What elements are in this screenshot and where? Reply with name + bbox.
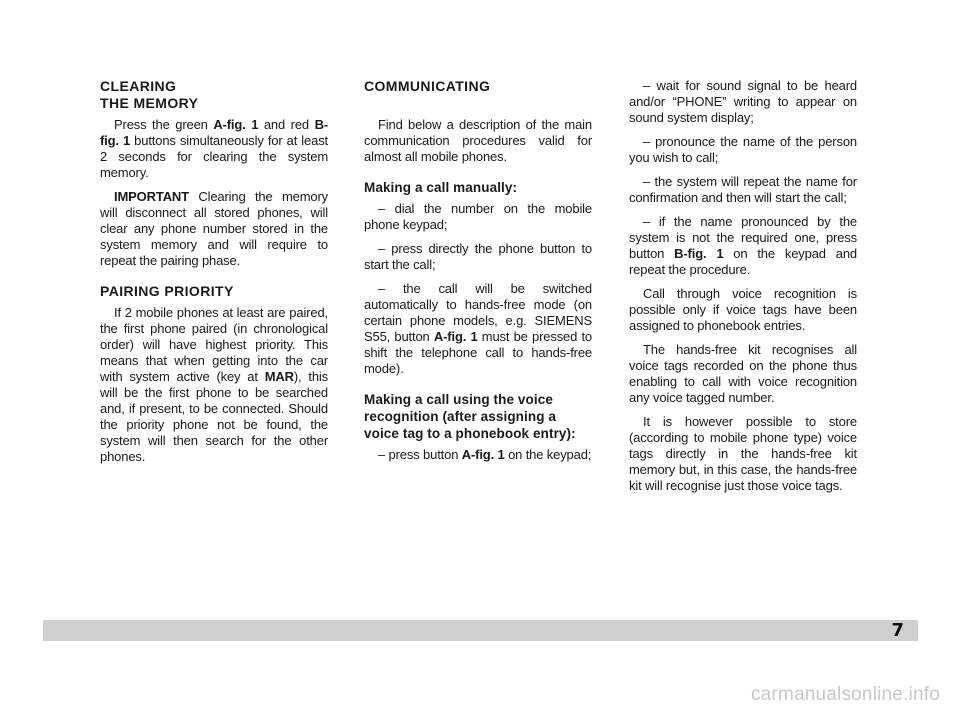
communicating-intro: Find below a description of the main communication procedures valid for almost all mobile phones.	[364, 117, 592, 164]
voice-step-5: – if the name pronounced by the system is not the required one, press button B-fig. 1 on the keypad and repeat the procedure.	[629, 214, 857, 277]
manual-step-2: – press directly the phone button to start the call;	[364, 241, 592, 272]
voice-step-3: – pronounce the name of the person you wish to call;	[629, 134, 857, 165]
clearing-paragraph: Press the green A-fig. 1 and red B-fig. 1 buttons simultaneously for at least 2 seconds for clearing the system memory.	[100, 117, 329, 180]
column-left	[100, 78, 328, 465]
footer-bar	[43, 620, 918, 641]
voice-call-heading: Making a call using the voice recognition (after assigning a voice tag to a phonebook entry):	[364, 392, 576, 441]
voice-note-2: The hands-free kit recognises all voice tags recorded on the phone thus enabling to call with voice recognition any voice tagged number.	[629, 342, 857, 405]
column-right	[629, 78, 857, 494]
manual-step-1: – dial the number on the mobile phone keypad;	[364, 201, 592, 232]
voice-step-2: – wait for sound signal to be heard and/or “PHONE” writing to appear on sound system display;	[629, 78, 857, 125]
communicating-heading: COMMUNICATING	[364, 78, 491, 94]
page-number: 7	[891, 620, 904, 641]
manual-step-3: – the call will be switched automatically to hands-free mode (on certain phone models, e.g. SIEMENS S55, button A-fig. 1 must be pressed to shift the telephone call to hands-free mode).	[364, 281, 592, 376]
voice-note-1: Call through voice recognition is possible only if voice tags have been assigned to phonebook entries.	[629, 286, 857, 333]
voice-step-1: – press button A-fig. 1 on the keypad;	[378, 447, 592, 462]
manual-call-heading: Making a call manually:	[364, 180, 518, 195]
pairing-paragraph: If 2 mobile phones at least are paired, the first phone paired (in chronological order) will have highest priority. This means that when getting into the car with system active (key at MAR), this will be the first phone to be searched and, if present, to be connected. Should the priority phone not be found, the system will then search for the other phones.	[100, 305, 328, 464]
important-note: IMPORTANT Clearing the memory will disconnect all stored phones, will clear any phone number stored in the system memory and will require to repeat the pairing phase.	[100, 189, 328, 268]
voice-step-4: – the system will repeat the name for confirmation and then will start the call;	[629, 174, 857, 205]
clearing-heading: CLEARING THE MEMORY	[100, 78, 199, 111]
watermark: carmanualsonline.info	[750, 684, 940, 705]
column-middle	[364, 78, 592, 463]
pairing-heading: PAIRING PRIORITY	[100, 283, 234, 299]
voice-note-3: It is however possible to store (according to mobile phone type) voice tags directly in the hands-free kit memory but, in this case, the hands-free kit will recognise just those voice tags.	[629, 414, 857, 493]
